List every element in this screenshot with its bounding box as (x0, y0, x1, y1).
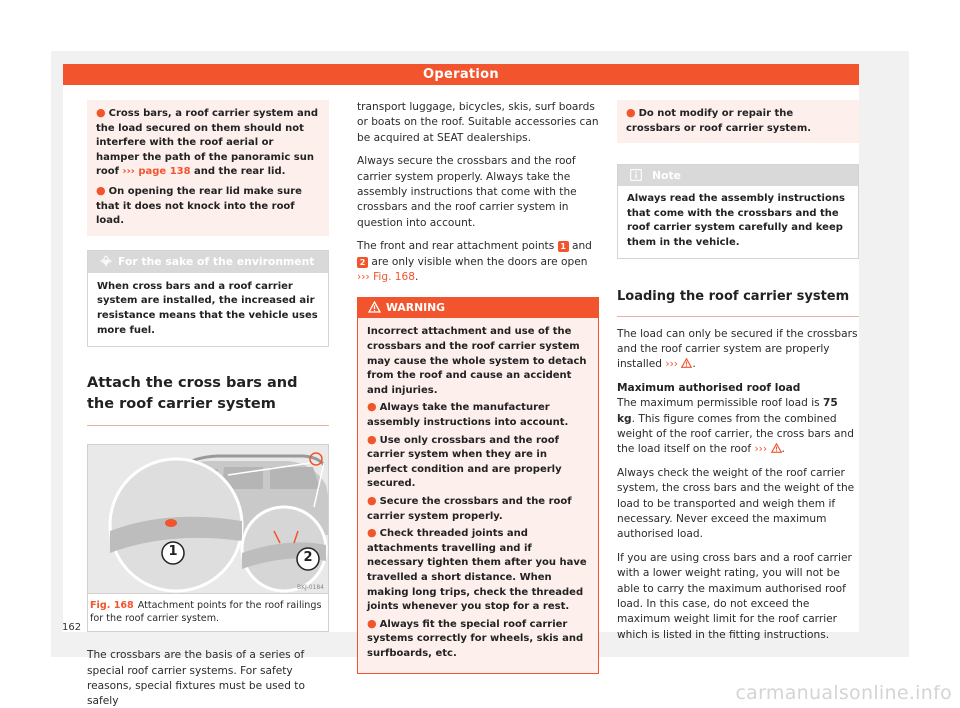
bullet-item: ● Do not modify or repair the crossbars or roof carrier system. (626, 106, 812, 134)
warning-header (358, 298, 598, 318)
body-paragraph: Always check the weight of the roof carrier system, the cross bars and the weight of the load to be transported and weigh them if necessary. Never exceed the maximum authorised load. (617, 466, 855, 541)
figure-car-roof (87, 444, 329, 594)
environment-title: For the sake of the environment (118, 254, 315, 268)
figure-link[interactable]: ››› Fig. 168 (357, 271, 416, 284)
callout-2: 2 (303, 550, 313, 566)
info-icon (630, 167, 642, 179)
page-number: 162 (62, 622, 82, 633)
callout-1: 1 (168, 544, 178, 560)
section-heading: Attach the cross bars and the roof carrier system (87, 373, 329, 426)
warning-link[interactable]: ››› (665, 358, 679, 371)
warning-intro: Incorrect attachment and use of the crossbars and the roof carrier system may cause the whole system to detach from the roof and cause an accident and injuries. (367, 326, 587, 396)
figure-code: BKJ-0184 (296, 584, 324, 592)
note-header (618, 165, 858, 186)
bullet-dot: ● (367, 494, 377, 507)
warning-triangle-icon (771, 443, 782, 453)
bullet-item: ● On opening the rear lid make sure that it does not knock into the roof load. (96, 183, 302, 227)
note-box (617, 164, 859, 258)
bullet-dot: ● (367, 400, 377, 414)
body-paragraph: The crossbars are the basis of a series of special roof carrier systems. For safety reasons, special fixtures must be used to safely (87, 649, 305, 708)
bullet-dot: ● (367, 616, 377, 630)
bullet-dot: ● (367, 526, 377, 540)
warning-item: ● Secure the crossbars and the roof carrier system properly. (367, 494, 572, 522)
leaf-icon (100, 253, 112, 265)
column-1 (87, 100, 329, 708)
figure-caption: Fig. 168 Attachment points for the roof railings for the roof carrier system. (87, 594, 329, 632)
body-paragraph: transport luggage, bicycles, skis, surf boards or boats on the roof. Suitable accessories can be acquired at SEAT dealerships. (357, 101, 599, 144)
bullet-dot: ● (367, 432, 377, 446)
warning-item: ● Always take the manufacturer assembly instructions into account. (367, 400, 569, 429)
bullet-dot: ● (96, 106, 106, 119)
bullet-dot: ● (96, 183, 106, 197)
caution-bullets (617, 100, 859, 143)
column-2 (357, 100, 599, 674)
car-illustration (88, 445, 329, 594)
caution-bullets (87, 100, 329, 236)
body-paragraph: The load can only be secured if the crossbars and the roof carrier system are properly installed ››› . (617, 327, 858, 371)
warning-item: ● Use only crossbars and the roof carrier system when they are in perfect condition and are properly secured. (367, 432, 562, 490)
warning-link[interactable]: ››› (754, 443, 768, 456)
section-heading: Loading the roof carrier system (617, 287, 859, 317)
body-paragraph: The front and rear attachment points 1 and 2 are only visible when the doors are open ››› Fig. 168. (357, 240, 592, 284)
bullet-item: ● Cross bars, a roof carrier system and the load secured on them should not interfere with the roof aerial or hamper the path of the panoramic sun roof ››› page 138 and the rear lid. (96, 106, 319, 178)
warning-item: ● Always fit the special roof carrier systems correctly for wheels, skis and surfboards, etc. (367, 616, 584, 659)
note-title: Note (652, 169, 681, 183)
warning-title: WARNING (386, 301, 446, 315)
attachment-number-2: 2 (357, 257, 368, 268)
column-3 (617, 100, 859, 651)
subheading: Maximum authorised roof load (617, 381, 801, 394)
section-header: Operation (63, 64, 859, 85)
body-paragraph: If you are using cross bars and a roof carrier with a lower weight rating, you will not be able to carry the maximum authorised roof load. In this case, do not exceed the maximum weight limit for the roof carrier which is listed in the fitting instructions. (617, 551, 852, 641)
watermark: carmanualsonline.info (735, 682, 952, 704)
warning-item: ● Check threaded joints and attachments travelling and if necessary tighten them after you have travelled a short distance. When making long trips, check the threaded joints whenever you stop for a rest. (367, 526, 587, 613)
bullet-dot: ● (626, 106, 636, 119)
warning-box (357, 297, 599, 673)
figure-label: Fig. 168 (90, 600, 134, 612)
environment-box (87, 250, 329, 347)
body-paragraph: Always secure the crossbars and the roof carrier system properly. Always take the assembly instructions that come with the crossbars and the roof carrier system in question into account. (357, 155, 577, 229)
page-link[interactable]: ››› page 138 (122, 166, 191, 178)
note-text: Always read the assembly instructions that come with the crossbars and the roof carrier system carefully and keep them in the vehicle. (627, 193, 845, 248)
attachment-number-1: 1 (558, 241, 569, 252)
environment-text: When cross bars and a roof carrier system are installed, the increased air resistance means that the vehicle uses more fuel. (97, 280, 318, 336)
warning-triangle-icon (368, 300, 381, 312)
environment-header (88, 251, 328, 273)
warning-body (358, 318, 598, 672)
body-paragraph: The maximum permissible roof load is 75 kg. This figure comes from the combined weight of the roof carrier, the cross bars and the load itself on the roof ››› . (617, 397, 854, 456)
warning-triangle-icon (681, 358, 692, 368)
max-load-value: 75 kg (617, 397, 838, 425)
